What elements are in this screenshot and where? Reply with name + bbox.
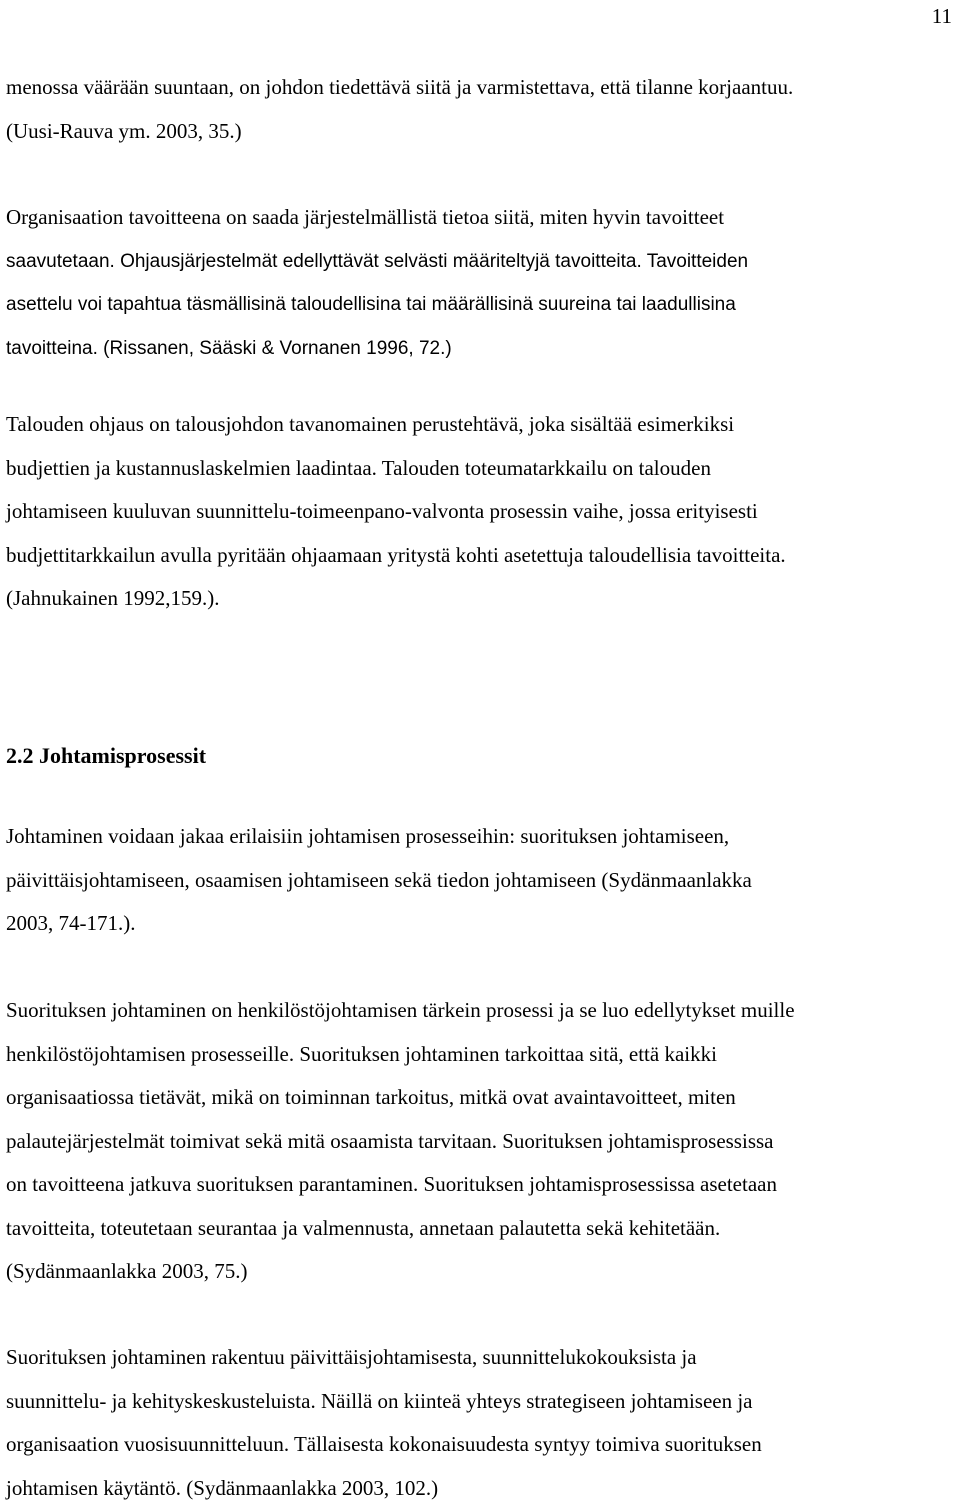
text-line: Organisaation tavoitteena on saada järjestelmällistä tietoa siitä, miten hyvin tavoitteet — [6, 196, 958, 240]
paragraph-4 — [6, 815, 958, 946]
text-line: budjettien ja kustannuslaskelmien laadintaa. Talouden toteumatarkkailu on talouden — [6, 447, 958, 491]
text-line: Talouden ohjaus on talousjohdon tavanomainen perustehtävä, joka sisältää esimerkiksi — [6, 403, 958, 447]
paragraph-1 — [6, 66, 958, 153]
text-line: Suorituksen johtaminen on henkilöstöjohtamisen tärkein prosessi ja se luo edellytykset muille — [6, 989, 958, 1033]
text-line: henkilöstöjohtamisen prosesseille. Suorituksen johtaminen tarkoittaa sitä, että kaikki — [6, 1033, 958, 1077]
section-heading: 2.2 Johtamisprosessit — [6, 738, 206, 774]
paragraph-5 — [6, 989, 958, 1294]
text-line: johtamiseen kuuluvan suunnittelu-toimeenpano-valvonta prosessin vaihe, jossa erityisesti — [6, 490, 958, 534]
text-line: palautejärjestelmät toimivat sekä mitä osaamista tarvitaan. Suorituksen johtamisprosessissa — [6, 1120, 958, 1164]
text-line: organisaatiossa tietävät, mikä on toiminnan tarkoitus, mitkä ovat avaintavoitteet, miten — [6, 1076, 958, 1120]
text-line: 2003, 74-171.). — [6, 902, 958, 946]
text-line: (Uusi-Rauva ym. 2003, 35.) — [6, 110, 958, 154]
text-line: budjettitarkkailun avulla pyritään ohjaamaan yritystä kohti asetettuja taloudellisia tavoitteita. — [6, 534, 958, 578]
text-line: johtamisen käytäntö. (Sydänmaanlakka 2003, 102.) — [6, 1467, 958, 1510]
text-line: on tavoitteena jatkuva suorituksen parantaminen. Suorituksen johtamisprosessissa asetetaan — [6, 1163, 958, 1207]
text-line: (Jahnukainen 1992,159.). — [6, 577, 958, 621]
text-line: päivittäisjohtamiseen, osaamisen johtamiseen sekä tiedon johtamiseen (Sydänmaanlakka — [6, 859, 958, 903]
text-line: tavoitteina. (Rissanen, Sääski & Vornanen 1996, 72.) — [6, 327, 958, 371]
text-line: tavoitteita, toteutetaan seurantaa ja valmennusta, annetaan palautetta sekä kehitetään. — [6, 1207, 958, 1251]
text-line: asettelu voi tapahtua täsmällisinä taloudellisina tai määrällisinä suureina tai laadullisina — [6, 283, 958, 327]
paragraph-2 — [6, 196, 958, 370]
paragraph-6 — [6, 1336, 958, 1510]
paragraph-3 — [6, 403, 958, 621]
text-line: suunnittelu- ja kehityskeskusteluista. Näillä on kiinteä yhteys strategiseen johtamiseen ja — [6, 1380, 958, 1424]
text-line: (Sydänmaanlakka 2003, 75.) — [6, 1250, 958, 1294]
text-line: saavutetaan. Ohjausjärjestelmät edellyttävät selvästi määriteltyjä tavoitteita. Tavoitteiden — [6, 240, 958, 284]
text-line: Johtaminen voidaan jakaa erilaisiin johtamisen prosesseihin: suorituksen johtamiseen, — [6, 815, 958, 859]
text-line: organisaation vuosisuunnitteluun. Tällaisesta kokonaisuudesta syntyy toimiva suorituksen — [6, 1423, 958, 1467]
text-line: Suorituksen johtaminen rakentuu päivittäisjohtamisesta, suunnittelukokouksista ja — [6, 1336, 958, 1380]
text-line: menossa väärään suuntaan, on johdon tiedettävä siitä ja varmistettava, että tilanne korjaantuu. — [6, 66, 958, 110]
page-number: 11 — [932, 3, 952, 29]
